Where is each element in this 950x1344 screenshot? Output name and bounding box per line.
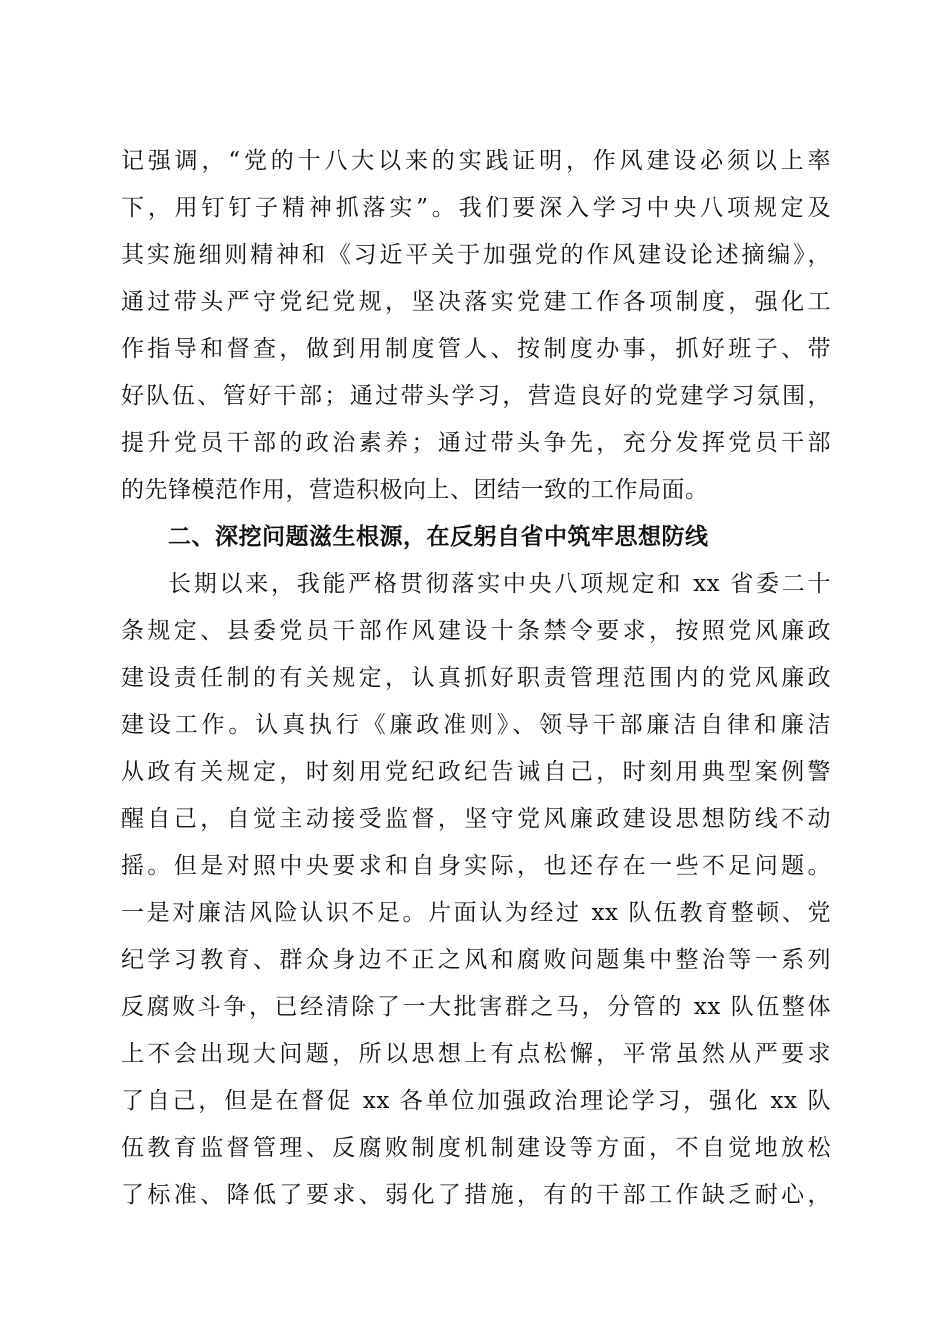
paragraph-2-line-5: 从政有关规定，时刻用党纪政纪告诫自己，时刻用典型案例警 xyxy=(121,759,831,785)
paragraph-2-line-8: 一是对廉洁风险认识不足。片面认为经过 xx 队伍教育整顿、党 xyxy=(121,900,831,926)
paragraph-2-line-3: 建设责任制的有关规定，认真抓好职责管理范围内的党风廉政 xyxy=(121,665,831,691)
paragraph-2-line-6: 醒自己，自觉主动接受监督，坚守党风廉政建设思想防线不动 xyxy=(121,806,831,832)
paragraph-1-line-3: 其实施细则精神和《习近平关于加强党的作风建设论述摘编》， xyxy=(121,242,831,268)
section-heading: 二、深挖问题滋生根源，在反躬自省中筑牢思想防线 xyxy=(168,524,709,550)
paragraph-1-line-1: 记强调，“党的十八大以来的实践证明，作风建设必须以上率 xyxy=(121,148,831,174)
paragraph-2-line-13: 伍教育监督管理、反腐败制度机制建设等方面，不自觉地放松 xyxy=(121,1135,831,1161)
paragraph-2-line-4: 建设工作。认真执行《廉政准则》、领导干部廉洁自律和廉洁 xyxy=(121,712,831,738)
paragraph-2-line-12: 了自己，但是在督促 xx 各单位加强政治理论学习，强化 xx 队 xyxy=(121,1088,831,1114)
paragraph-2-line-1: 长期以来，我能严格贯彻落实中央八项规定和 xx 省委二十 xyxy=(168,571,831,597)
paragraph-2-line-2: 条规定、县委党员干部作风建设十条禁令要求，按照党风廉政 xyxy=(121,618,831,644)
paragraph-2-line-11: 上不会出现大问题，所以思想上有点松懈，平常虽然从严要求 xyxy=(121,1041,831,1067)
paragraph-1-line-5: 作指导和督查，做到用制度管人、按制度办事，抓好班子、带 xyxy=(121,336,831,362)
paragraph-2-line-9: 纪学习教育、群众身边不正之风和腐败问题集中整治等一系列 xyxy=(121,947,831,973)
paragraph-1-line-4: 通过带头严守党纪党规，坚决落实党建工作各项制度，强化工 xyxy=(121,289,831,315)
paragraph-2-line-10: 反腐败斗争，已经清除了一大批害群之马，分管的 xx 队伍整体 xyxy=(121,994,831,1020)
paragraph-2-line-14: 了标准、降低了要求、弱化了措施，有的干部工作缺乏耐心， xyxy=(121,1182,831,1208)
paragraph-2-line-7: 摇。但是对照中央要求和自身实际，也还存在一些不足问题。 xyxy=(121,853,831,879)
paragraph-1-line-8: 的先锋模范作用，营造积极向上、团结一致的工作局面。 xyxy=(121,477,709,503)
paragraph-1-line-6: 好队伍、管好干部；通过带头学习，营造良好的党建学习氛围， xyxy=(121,383,831,409)
paragraph-1-line-2: 下，用钉钉子精神抓落实”。我们要深入学习中央八项规定及 xyxy=(121,195,831,221)
paragraph-1-line-7: 提升党员干部的政治素养；通过带头争先，充分发挥党员干部 xyxy=(121,430,831,456)
